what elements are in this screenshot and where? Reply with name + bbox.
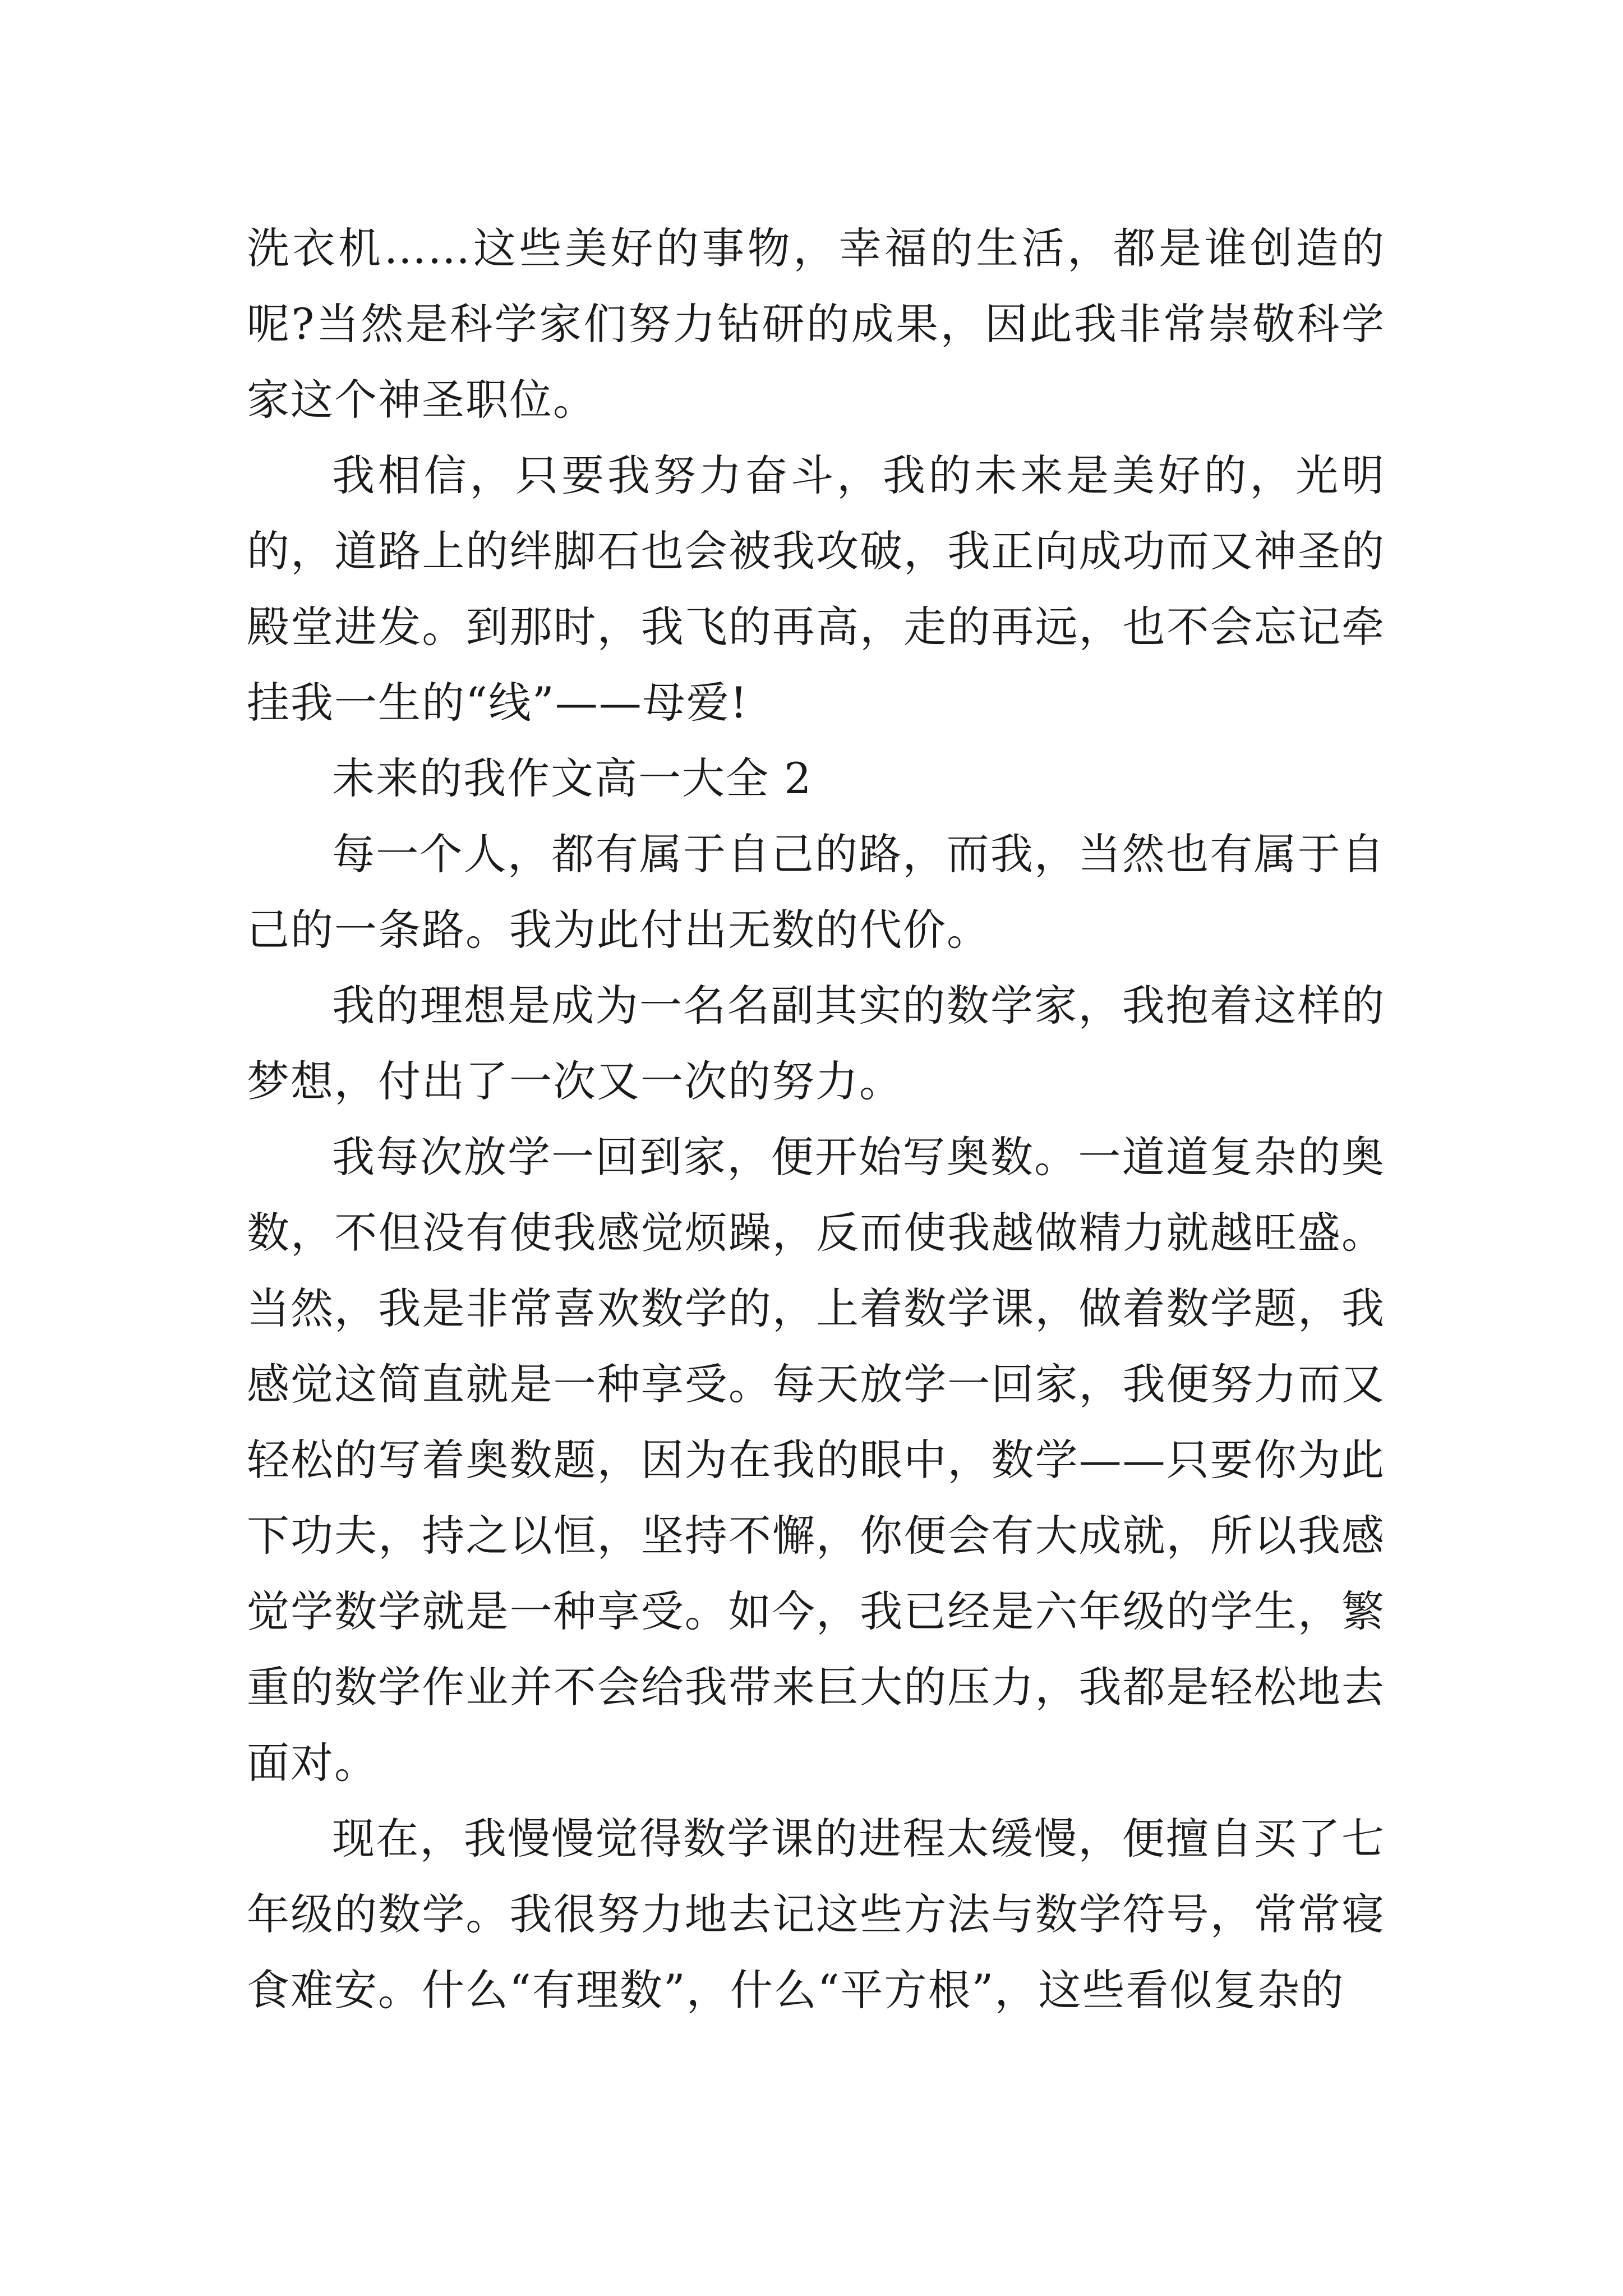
paragraph: 我的理想是成为一名名副其实的数学家，我抱着这样的梦想，付出了一次又一次的努力。	[247, 981, 1385, 1106]
document-body	[247, 210, 1385, 2028]
section-heading: 未来的我作文高一大全 2	[332, 753, 813, 803]
paragraph: 每一个人，都有属于自己的路，而我，当然也有属于自己的一条路。我为此付出无数的代价。	[247, 829, 1385, 955]
paragraph: 现在，我慢慢觉得数学课的进程太缓慢，便擅自买了七年级的数学。我很努力地去记这些方法与数学符号，常常寝食难安。什么“有理数”，什么“平方根”，这些看似复杂的	[247, 1814, 1385, 2015]
paragraph: 我每次放学一回到家，便开始写奥数。一道道复杂的奥数，不但没有使我感觉烦躁，反而使我越做精力就越旺盛。当然，我是非常喜欢数学的，上着数学课，做着数学题，我感觉这简直就是一种享受。每天放学一回家，我便努力而又轻松的写着奥数题，因为在我的眼中，数学——只要你为此下功夫，持之以恒，坚持不懈，你便会有大成就，所以我感觉学数学就是一种享受。如今，我已经是六年级的学生，繁重的数学作业并不会给我带来巨大的压力，我都是轻松地去面对。	[247, 1132, 1385, 1788]
paragraph: 洗衣机……这些美好的事物，幸福的生活，都是谁创造的呢?当然是科学家们努力钻研的成果，因此我非常崇敬科学家这个神圣职位。	[247, 223, 1385, 425]
paragraph: 我相信，只要我努力奋斗，我的未来是美好的，光明的，道路上的绊脚石也会被我攻破，我正向成功而又神圣的殿堂进发。到那时，我飞的再高，走的再远，也不会忘记牵挂我一生的“线”——母爱!	[247, 450, 1385, 728]
